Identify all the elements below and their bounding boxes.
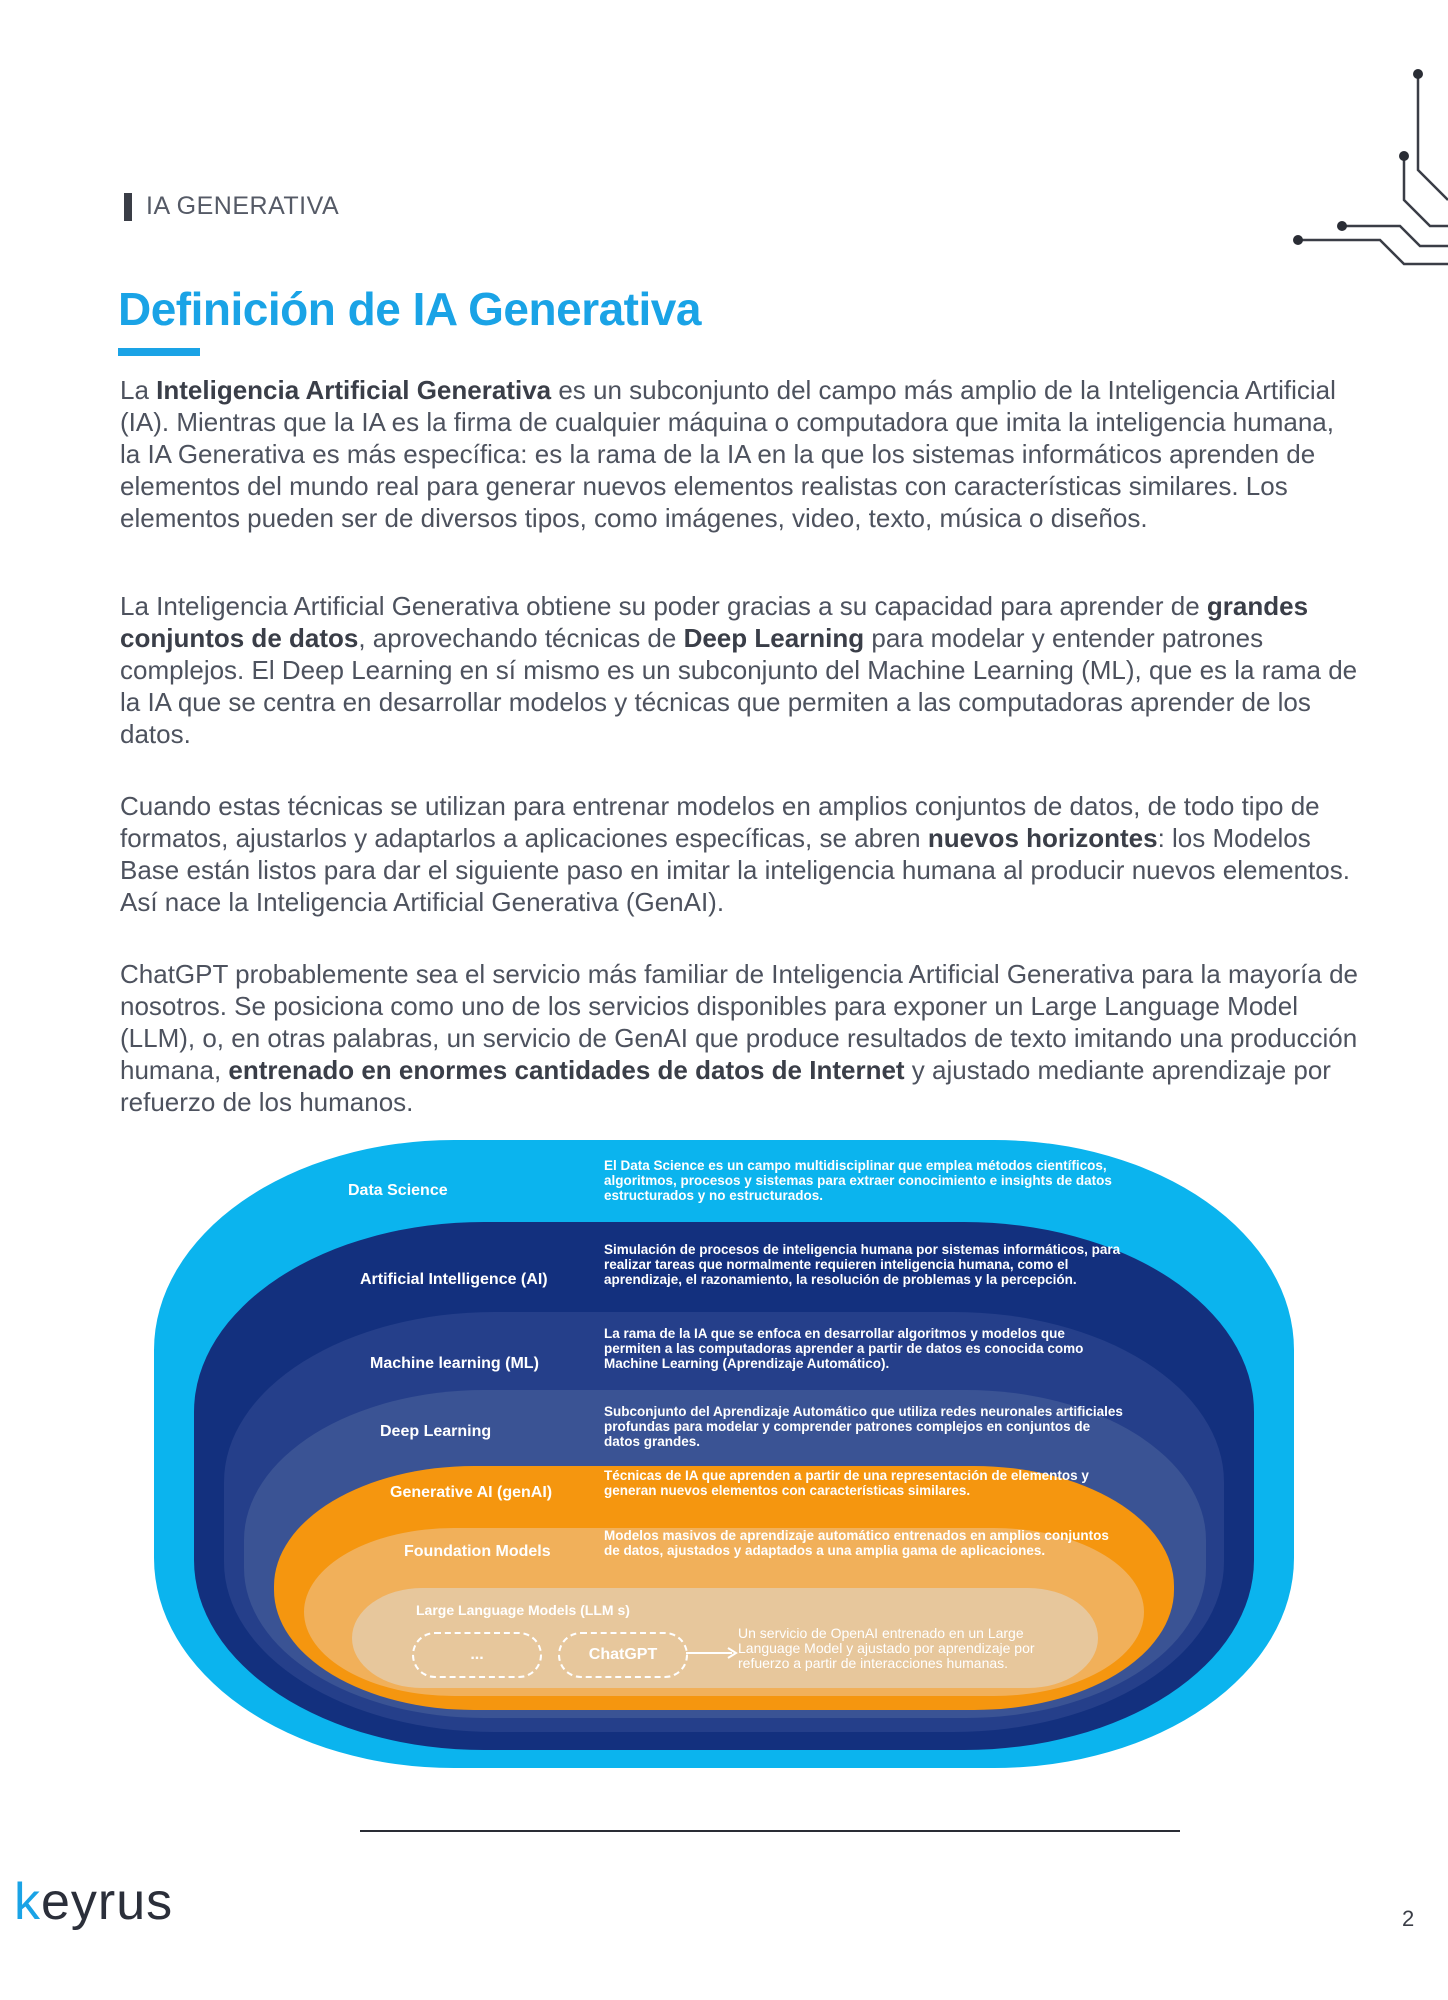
label-deep-learning: Deep Learning [380,1423,492,1440]
text-run: ChatGPT probablemente sea el servicio más familiar de Inteligencia Artificial Generativa para la mayoría de nosotros. Se posiciona como uno de los servicios disponibles para exponer un Large Language Model (LLM), o, en otras palabras, un servicio de GenAI que produce resultados de texto imitando una producción humana, [120,959,1359,1085]
text-run: La Inteligencia Artificial Generativa obtiene su poder gracias a su capacidad para aprender de [120,591,1207,621]
bold-text: nuevos horizontes [927,823,1158,853]
circuit-decoration [1280,60,1448,270]
text-run: La [120,375,157,405]
text-run: para modelar y entender patrones complejos. El Deep Learning en sí mismo es un subconjunto del Machine Learning (ML), que es la rama de la IA que se centra en desarrollar modelos y técnicas que permiten a las computadoras aprender de los datos. [120,623,1358,749]
bold-text: Inteligencia Artificial Generativa [156,375,552,405]
paragraph-4 [120,958,1360,1118]
text-run: : los Modelos Base están listos para dar el siguiente paso en imitar la inteligencia humana al producir nuevos elementos. Así nace la Inteligencia Artificial Generativa (GenAI). [120,823,1350,917]
page-number: 2 [1402,1906,1415,1931]
bold-text: Deep Learning [683,623,865,653]
bold-text: grandes conjuntos de datos [120,591,1309,653]
paragraph-1 [120,374,1360,534]
text-run: , aprovechando técnicas de [358,623,684,653]
desc-artificial-intelligence: Simulación de procesos de inteligencia humana por sistemas informáticos, para realizar tareas que normalmente requieren inteligencia humana, como el aprendizaje, el razonamiento, la resolución de problemas y la percepción. [604,1242,1121,1287]
desc-data-science: El Data Science es un campo multidisciplinar que emplea métodos científicos, algoritmos, procesos y sistemas para extraer conocimiento e insights de datos estructurados y no estructurados. [604,1158,1112,1203]
pill-chatgpt: ChatGPT [558,1632,688,1678]
nested-ai-diagram [154,1140,1294,1768]
paragraph-3 [120,790,1360,918]
section-marker [124,193,132,221]
text-run: es un subconjunto del campo más amplio de la Inteligencia Artificial (IA). Mientras que la IA es la firma de cualquier máquina o computadora que imita la inteligencia humana, la IA Generativa es más específica: es la rama de la IA en la que los sistemas informáticos aprenden de elementos del mundo real para generar nuevos elementos realistas con características similares. Los elementos pueden ser de diversos tipos, como imágenes, video, texto, música o diseños. [120,375,1336,533]
section-tag [124,192,339,221]
label-foundation-models: Foundation Models [404,1543,551,1560]
label-llms: Large Language Models (LLM s) [416,1602,630,1618]
desc-deep-learning: Subconjunto del Aprendizaje Automático que utiliza redes neuronales artificiales profundas para modelar y comprender patrones complejos en conjuntos de datos grandes. [604,1404,1123,1449]
paragraph-2 [120,590,1360,750]
page-title: Definición de IA Generativa [118,283,701,335]
bold-text: entrenado en enormes cantidades de datos de Internet [228,1055,905,1085]
desc-foundation-models: Modelos masivos de aprendizaje automático entrenados en amplios conjuntos de datos, ajustados y adaptados a una amplia gama de aplicaciones. [604,1528,1109,1558]
title-underline [118,348,200,356]
label-machine-learning: Machine learning (ML) [370,1355,539,1372]
desc-machine-learning: La rama de la IA que se enfoca en desarrollar algoritmos y modelos que permiten a las computadoras aprender a partir de datos es conocida como Machine Learning (Aprendizaje Automático). [604,1326,1084,1371]
pill-other-llm: ... [412,1632,542,1678]
label-data-science: Data Science [348,1182,448,1199]
desc-generative-ai: Técnicas de IA que aprenden a partir de una representación de elementos y generan nuevos elementos con características similares. [604,1468,1089,1498]
section-label: IA GENERATIVA [146,192,340,220]
text-run: Cuando estas técnicas se utilizan para entrenar modelos en amplios conjuntos de datos, de todo tipo de formatos, ajustarlos y adaptarlos a aplicaciones específicas, se abren [120,791,1320,853]
label-generative-ai: Generative AI (genAI) [390,1484,553,1501]
label-artificial-intelligence: Artificial Intelligence (AI) [360,1271,548,1288]
arrow-right-icon [684,1645,740,1661]
keyrus-logo: keyrus [14,1873,174,1931]
desc-chatgpt: Un servicio de OpenAI entrenado en un Large Language Model y ajustado por aprendizaje por refuerzo a partir de interacciones humanas. [738,1625,1035,1671]
text-run: y ajustado mediante aprendizaje por refuerzo de los humanos. [120,1055,1331,1117]
footer-divider [360,1830,1180,1832]
